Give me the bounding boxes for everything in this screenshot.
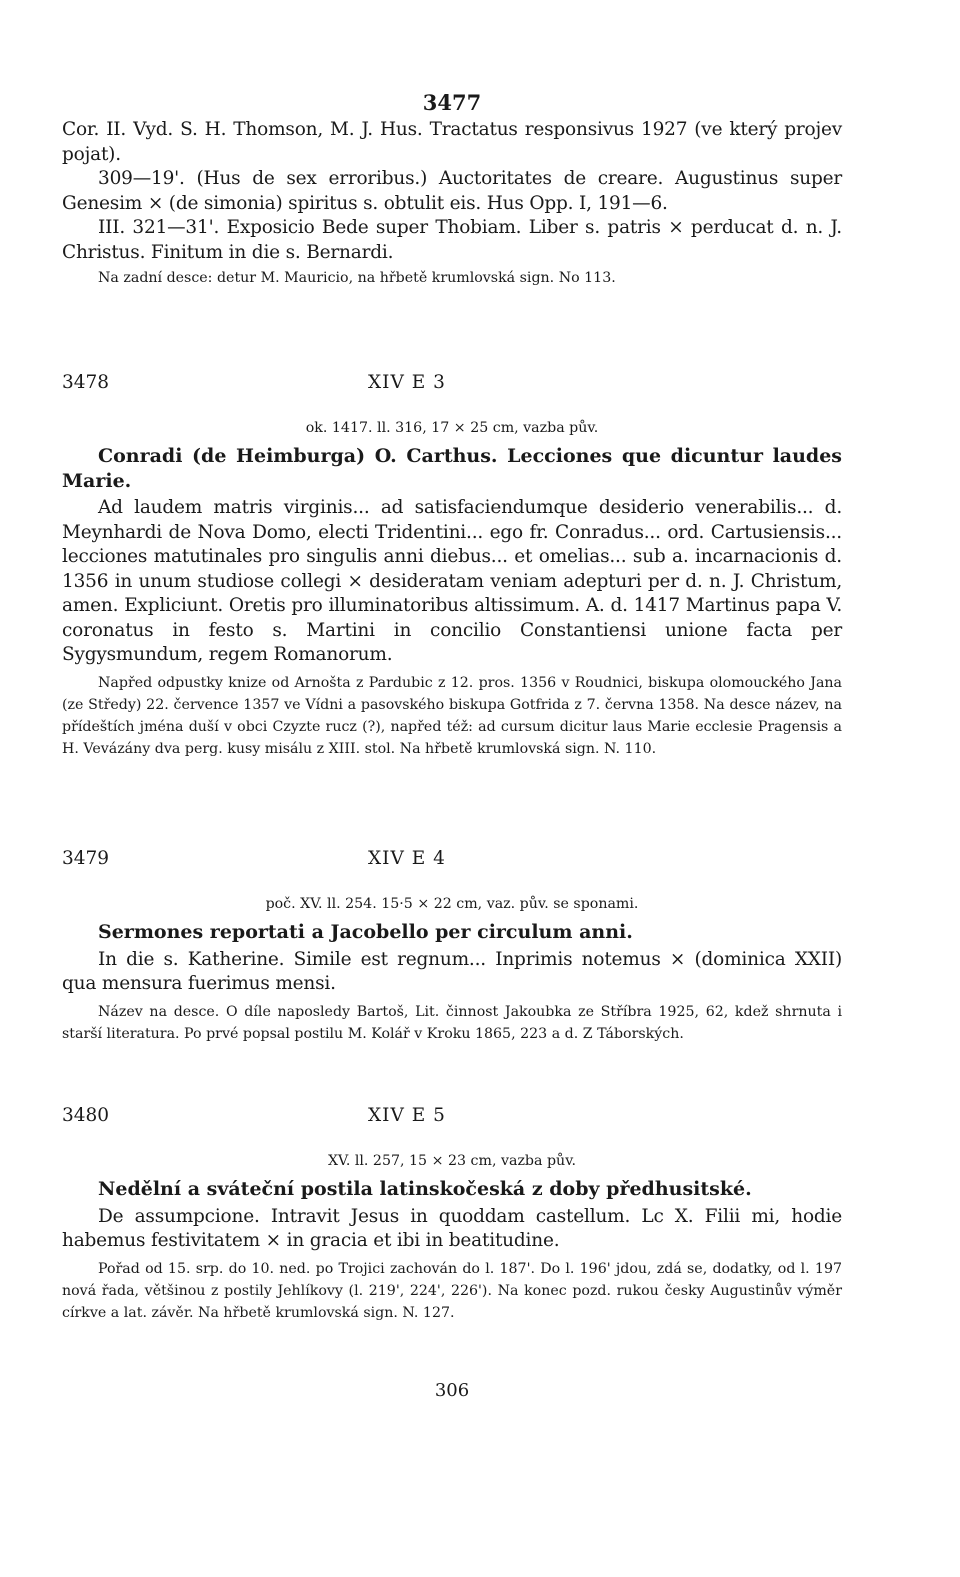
document-page bbox=[62, 0, 842, 1577]
entry-title: Sermones reportati a Jacobello per circulum anni. bbox=[98, 921, 633, 943]
entry-header bbox=[62, 1105, 842, 1133]
entry-number: 3478 bbox=[62, 372, 110, 393]
entry-title: Conradi (de Heimburga) O. Carthus. Lecciones que dicuntur laudes Marie. bbox=[62, 445, 842, 492]
entry-note: Název na desce. O díle naposledy Bartoš, Lit. činnost Jakoubka ze Stříbra 1925, 62, kdež shrnuta i starší literatura. Po prvé popsal postilu M. Kolář v Kroku 1865, 223 a d. Z Táborských. bbox=[62, 1003, 842, 1042]
entry-header bbox=[62, 372, 842, 400]
continuation-para-1: Cor. II. Vyd. S. H. Thomson, M. J. Hus. Tractatus responsivus 1927 (ve který projev pojat). bbox=[62, 119, 842, 165]
entry-3478 bbox=[62, 372, 842, 760]
page-header-number: 3477 bbox=[422, 90, 482, 115]
entry-note: Pořad od 15. srp. do 10. ned. po Trojici zachován do l. 187'. Do l. 196' jdou, zdá se, dodatky, od l. 197 nová řada, většinou z postily Jehlíkovy (l. 219', 224', 226'). Na konec pozd. rukou česky Augustinův výměr církve a lat. závěr. Na hřbetě krumlovská sign. N. 127. bbox=[62, 1260, 842, 1321]
entry-number: 3480 bbox=[62, 1105, 110, 1126]
entry-physical-description: poč. XV. ll. 254. 15·5 × 22 cm, vaz. pův. se sponami. bbox=[265, 896, 639, 912]
entry-signature: XIV E 3 bbox=[368, 372, 446, 393]
continuation-note: Na zadní desce: detur M. Mauricio, na hřbetě krumlovská sign. No 113. bbox=[98, 270, 616, 286]
entry-physical-description: ok. 1417. ll. 316, 17 × 25 cm, vazba pův. bbox=[305, 420, 599, 436]
entry-text: In die s. Katherine. Simile est regnum... Inprimis notemus × (dominica XXII) qua mensura fuerimus mensi. bbox=[62, 948, 842, 994]
entry-text: Ad laudem matris virginis... ad satisfaciendumque desiderio venerabilis... d. Meynhardi de Nova Domo, electi Tridentini... ego fr. Conradus... ord. Cartusiensis... lecciones matutinales pro singulis anni diebus... et omelias... sub a. incarnacionis d. 1356 in unum studiose collegi × desideratam veniam adepturi per d. n. J. Christum, amen. Expliciunt. Oretis pro illuminatoribus altissimum. A. d. 1417 Martinus papa V. coronatus in festo s. Martini in concilio Constantiensi unione facta per Sygysmundum, regem Romanorum. bbox=[62, 497, 842, 665]
entry-3479 bbox=[62, 848, 842, 1045]
continuation-para-2: 309—19'. (Hus de sex erroribus.) Auctoritates de creare. Augustinus super Genesim × (de simonia) spiritus s. obtulit eis. Hus Opp. I, 191—6. bbox=[62, 168, 842, 214]
entry-physical-description: XV. ll. 257, 15 × 23 cm, vazba pův. bbox=[327, 1153, 577, 1169]
page-footer-number: 306 bbox=[434, 1380, 470, 1401]
entry-3480 bbox=[62, 1105, 842, 1324]
continuation-para-3: III. 321—31'. Exposicio Bede super Thobiam. Liber s. patris × perducat d. n. J. Christus. Finitum in die s. Bernardi. bbox=[62, 217, 842, 263]
entry-signature: XIV E 4 bbox=[368, 848, 446, 869]
entry-number: 3479 bbox=[62, 848, 110, 869]
entry-signature: XIV E 5 bbox=[368, 1105, 446, 1126]
entry-header bbox=[62, 848, 842, 876]
entry-title: Nedělní a sváteční postila latinskočeská z doby předhusitské. bbox=[98, 1178, 752, 1200]
entry-text: De assumpcione. Intravit Jesus in quoddam castellum. Lc X. Filii mi, hodie habemus festivitatem × in gracia et ibi in beatitudine. bbox=[62, 1205, 842, 1251]
entry-note: Napřed odpustky knize od Arnošta z Pardubic z 12. pros. 1356 v Roudnici, biskupa olomouckého Jana (ze Středy) 22. července 1357 ve Vídni a pasovského biskupa Gotfrida z 7. června 1358. Na desce název, na přídeštích jména duší v obci Czyzte rucz (?), napřed též: ad cursum dicitur laus Marie ecclesie Pragensis a H. Vevázány dva perg. kusy misálu z XIII. stol. Na hřbetě krumlovská sign. N. 110. bbox=[62, 674, 842, 757]
entry-continuation bbox=[62, 118, 842, 289]
